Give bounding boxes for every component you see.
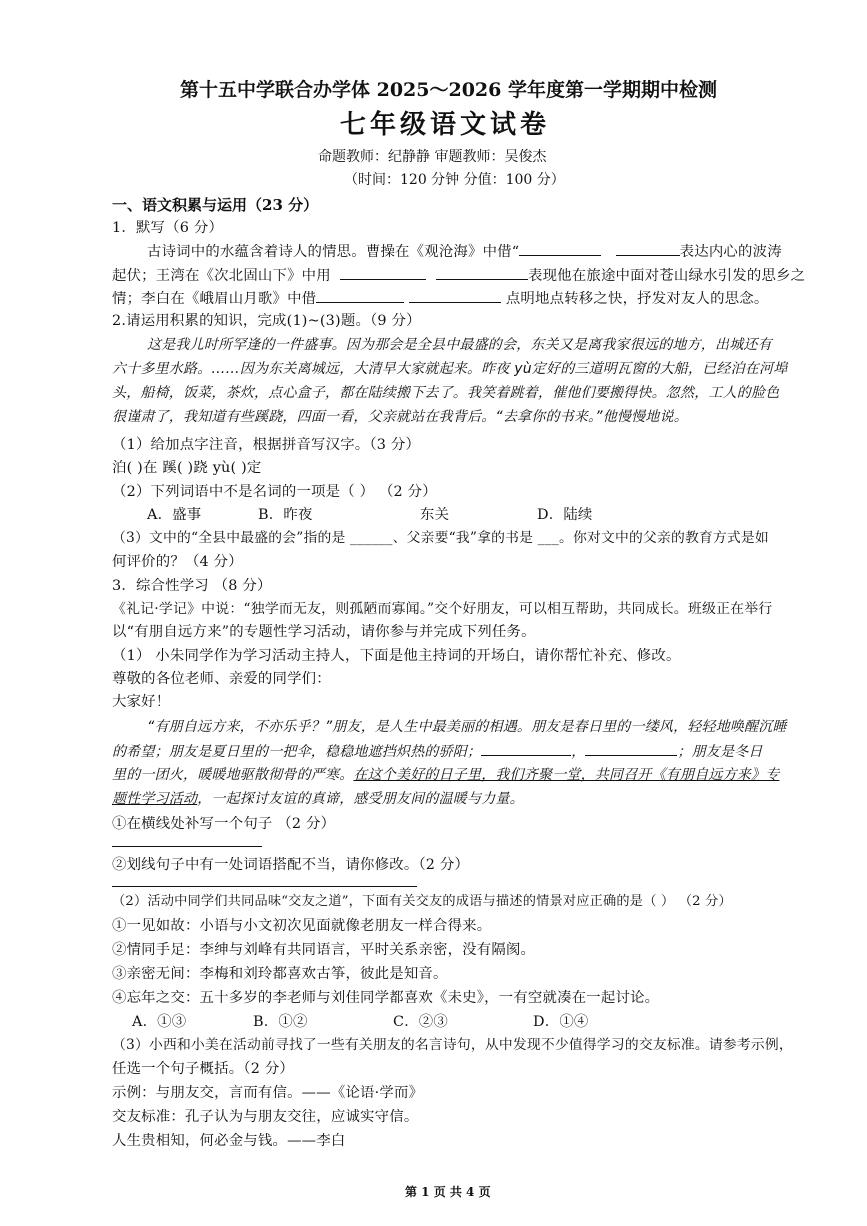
answer-line[interactable]: [112, 846, 262, 847]
exam-title: 第十五中学联合办学体 2025～2026 学年度第一学期期中检测: [180, 79, 717, 101]
option-b[interactable]: B．①②: [253, 1014, 308, 1030]
option-d[interactable]: D．①④: [533, 1014, 589, 1030]
task-1: ①在横线处补写一个句子 （2 分）: [112, 816, 336, 832]
underlined-sentence-end: 题性学习活动: [112, 791, 198, 807]
q1-line2: 起伏；王湾在《次北固山下》中用 表现他在旅途中面对苍山绿水引发的思乡之: [112, 268, 806, 284]
quote-line: 人生贵相知，何必金与钱。——李白: [112, 1133, 346, 1149]
answer-blank[interactable]: [409, 290, 501, 303]
q2-sub1-items[interactable]: 泊( )在 蹊( )跷 yù( )定: [112, 460, 262, 476]
speech-line: “有朋自远方来，不亦乐乎？”朋友，是人生中最美丽的相遇。朋友是春日里的一缕风，轻轻地唤醒沉睡: [147, 719, 787, 735]
passage-line: 这是我儿时所罕逢的一件盛事。因为那会是全县中最盛的会，东关又是离我家很远的地方，出城还有: [147, 337, 772, 353]
q2-sub3-line2: 何评价的？（4 分）: [112, 554, 243, 570]
passage-line: 六十多里水路。……因为东关离城远，大清早大家就起来。昨夜 yù定好的三道明瓦窗的大船，已经泊在河埠: [112, 361, 788, 377]
standard-line: 交友标准：孔子认为与朋友交往，应诚实守信。: [112, 1109, 419, 1125]
answer-blank[interactable]: [481, 743, 571, 756]
speech-line: 题性学习活动，一起探讨友谊的真谛，感受朋友间的温暖与力量。: [112, 791, 524, 807]
answer-blank[interactable]: [316, 290, 404, 303]
answer-line[interactable]: [112, 886, 417, 887]
exam-subtitle: 七年级语文试卷: [340, 110, 551, 140]
q3-sub3-line2: 任选一个句子概括。（2 分）: [112, 1061, 295, 1077]
q3-intro2: 以“有朋自远方来”的专题性学习活动，请你参与并完成下列任务。: [112, 624, 536, 640]
answer-blank[interactable]: [436, 267, 528, 280]
underlined-sentence: 在这个美好的日子里，我们齐聚一堂，共同召开《有朋自远方来》专: [353, 767, 780, 783]
passage-line: 头，船椅，饭菜，茶炊，点心盒子，都在陆续搬下去了。我笑着跳着，催他们要搬得快。忽然，工人的脸色: [112, 385, 780, 401]
answer-blank[interactable]: [519, 243, 601, 256]
answer-blank[interactable]: [340, 267, 426, 280]
greeting-2: 大家好！: [112, 694, 171, 710]
idiom-item: ③亲密无间：李梅和刘玲都喜欢古筝，彼此是知音。: [112, 966, 448, 982]
q3-sub1: （1） 小朱同学作为学习活动主持人，下面是他主持词的开场白，请你帮忙补充、修改。: [112, 648, 681, 664]
speech-line: 里的一团火，暖暖地驱散彻骨的严寒。在这个美好的日子里，我们齐聚一堂，共同召开《有朋自远方来》专: [112, 767, 780, 783]
passage-line: 很谨肃了，我知道有些蹊跷，四面一看，父亲就站在我背后。“去拿你的书来。”他慢慢地说。: [112, 409, 688, 425]
speech-line: 的希望；朋友是夏日里的一把伞，稳稳地遮挡炽热的骄阳； ， ；朋友是冬日: [112, 744, 763, 760]
option-b[interactable]: B．昨夜: [258, 507, 313, 523]
answer-blank[interactable]: [616, 243, 680, 256]
example-line: 示例：与朋友交，言而有信。——《论语·学而》: [112, 1085, 424, 1101]
option-c[interactable]: 东关: [420, 507, 450, 523]
page-footer: 第 1 页 共 4 页: [405, 1185, 491, 1199]
time-score-line: （时间：120 分钟 分值：100 分）: [344, 172, 565, 188]
idiom-item: ④忘年之交：五十多岁的李老师与刘佳同学都喜欢《未史》，一有空就凑在一起讨论。: [112, 990, 660, 1006]
teachers-line: 命题教师：纪静静 审题教师：吴俊杰: [318, 149, 547, 165]
q2-label: 2.请运用积累的知识，完成(1)~(3)题。（9 分）: [112, 313, 421, 329]
q3-intro1: 《礼记·学记》中说：“独学而无友，则孤陋而寡闻。”交个好朋友，可以相互帮助，共同成长。班级正在举行: [112, 601, 773, 617]
option-a[interactable]: A．①③: [132, 1014, 187, 1030]
idiom-item: ①一见如故：小语与小文初次见面就像老朋友一样合得来。: [112, 918, 492, 934]
q3-label: 3．综合性学习 （8 分）: [112, 578, 272, 594]
q2-sub3-line1: （3）文中的“全县中最盛的会”指的是 ______、父亲要“我”拿的书是 ___。你对文中的父亲的教育方式是如: [112, 530, 769, 546]
greeting-1: 尊敬的各位老师、亲爱的同学们：: [112, 671, 331, 687]
idiom-item: ②情同手足：李绅与刘峰有共同语言，平时关系亲密，没有隔阂。: [112, 942, 536, 958]
option-c[interactable]: C．②③: [393, 1014, 448, 1030]
option-a[interactable]: A．盛事: [147, 507, 202, 523]
q2-sub1: （1）给加点字注音，根据拼音写汉字。（3 分）: [112, 437, 421, 453]
q3-sub3-line1: （3）小西和小美在活动前寻找了一些有关朋友的名言诗句，从中发现不少值得学习的交友标准。请参考示例，: [112, 1037, 793, 1053]
q3-sub2: （2）活动中同学们共同品味“交友之道”，下面有关交友的成语与描述的情景对应正确的是（ ） （2 分）: [112, 894, 732, 909]
option-d[interactable]: D．陆续: [537, 507, 593, 523]
q2-sub2: （2）下列词语中不是名词的一项是（ ） （2 分）: [112, 484, 437, 500]
q1-label: 1．默写（6 分）: [112, 220, 224, 236]
answer-blank[interactable]: [585, 743, 677, 756]
task-2: ②划线句子中有一处词语搭配不当，请你修改。（2 分）: [112, 857, 470, 873]
section-heading: 一、语文积累与运用（23 分）: [112, 196, 319, 214]
q1-line1: 古诗词中的水蕴含着诗人的情思。曹操在《观沧海》中借“ 表达内心的波涛: [147, 244, 782, 260]
q1-line3: 情；李白在《峨眉山月歌》中借 点明地点转移之快，抒发对友人的思念。: [112, 291, 769, 307]
